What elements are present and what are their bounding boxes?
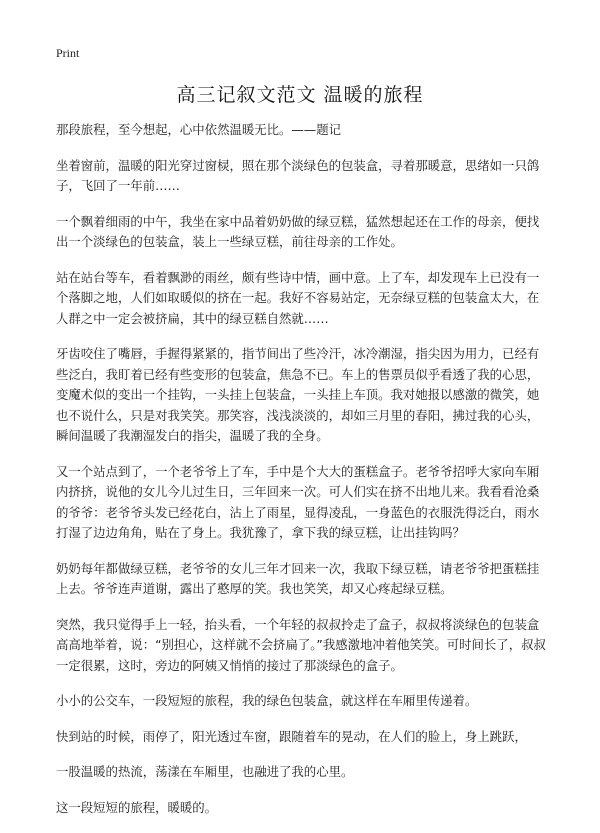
paragraph: 坐着窗前，温暖的阳光穿过窗棂，照在那个淡绿色的包装盒，寻着那暖意，思绪如一只鸽子，飞回了一年前…… xyxy=(56,157,540,193)
paragraph: 快到站的时候，雨停了，阳光透过车窗，跟随着车的晃动，在人们的脸上，身上跳跃， xyxy=(56,728,527,744)
paragraph: 这一段短短的旅程，暖暖的。 xyxy=(56,799,218,815)
paragraph: 站在站台等车，看着飘渺的雨丝，颇有些诗中情，画中意。上了车，却发现车上已没有一个落脚之地，人们如取暖似的挤在一起。我好不容易站定，无奈绿豆糕的包装盒太大，在人群之中一定会被挤扁，其中的绿豆糕自然就…… xyxy=(56,269,540,326)
paragraph: 突然，我只觉得手上一轻，抬头看，一个年轻的叔叔拎走了盒子，叔叔将淡绿色的包装盒高高地举着，说：“别担心，这样就不会挤扁了。”我感激地冲着他笑笑。可时间长了，叔叔一定很累，这时，旁边的阿姨又悄悄的接过了那淡绿色的盒子。 xyxy=(56,616,546,673)
paragraph: 那段旅程，至今想起，心中依然温暖无比。——题记 xyxy=(56,122,341,137)
paragraph: 又一个站点到了，一个老爷爷上了车，手中是个大大的蛋糕盒子。老爷爷招呼大家向车厢内挤挤，说他的女儿今儿过生日，三年回来一次。可人们实在挤不出地儿来。我看看沧桑的爷爷：老爷爷头发已经花白，沾上了雨星，显得凌乱，一身蓝色的衣服洗得泛白，雨水打湿了边边角角，贴在了身上。我犹豫了，拿下我的绿豆糕，让出挂钩吗？ xyxy=(56,463,540,540)
paragraph: 小小的公交车，一段短短的旅程，我的绿色包装盒，就这样在车厢里传递着。 xyxy=(56,693,478,708)
paragraph: 一个飘着细雨的中午，我坐在家中品着奶奶做的绿豆糕，猛然想起还在工作的母亲，便找出一个淡绿色的包装盒，装上一些绿豆糕，前往母亲的工作处。 xyxy=(56,213,540,249)
print-link[interactable]: Print xyxy=(56,46,80,60)
article-title: 高三记叙文范文 温暖的旅程 xyxy=(176,84,424,106)
paragraph: 牙齿咬住了嘴唇，手握得紧紧的，指节间出了些冷汗，冰冷潮湿，指尖因为用力，已经有些泛白，我盯着已经有些变形的包装盒，焦急不已。车上的售票员似乎看透了我的心思，变魔术似的变出一个挂钩，一头挂上包装盒，一头挂上车顶。我对她报以感激的微笑，她也不说什么，只是对我笑笑。那笑容，浅浅淡淡的，却如三月里的春阳，拂过我的心头，瞬间温暖了我潮湿发白的指尖，温暖了我的全身。 xyxy=(56,346,540,443)
paragraph: 一股温暖的热流，荡漾在车厢里，也融进了我的心里。 xyxy=(56,764,354,779)
paragraph: 奶奶每年都做绿豆糕，老爷爷的女儿三年才回来一次，我取下绿豆糕，请老爷爷把蛋糕挂上去。爷爷连声道谢，露出了憨厚的笑。我也笑笑，却又心疼起绿豆糕。 xyxy=(56,560,540,596)
article-body xyxy=(56,120,548,833)
